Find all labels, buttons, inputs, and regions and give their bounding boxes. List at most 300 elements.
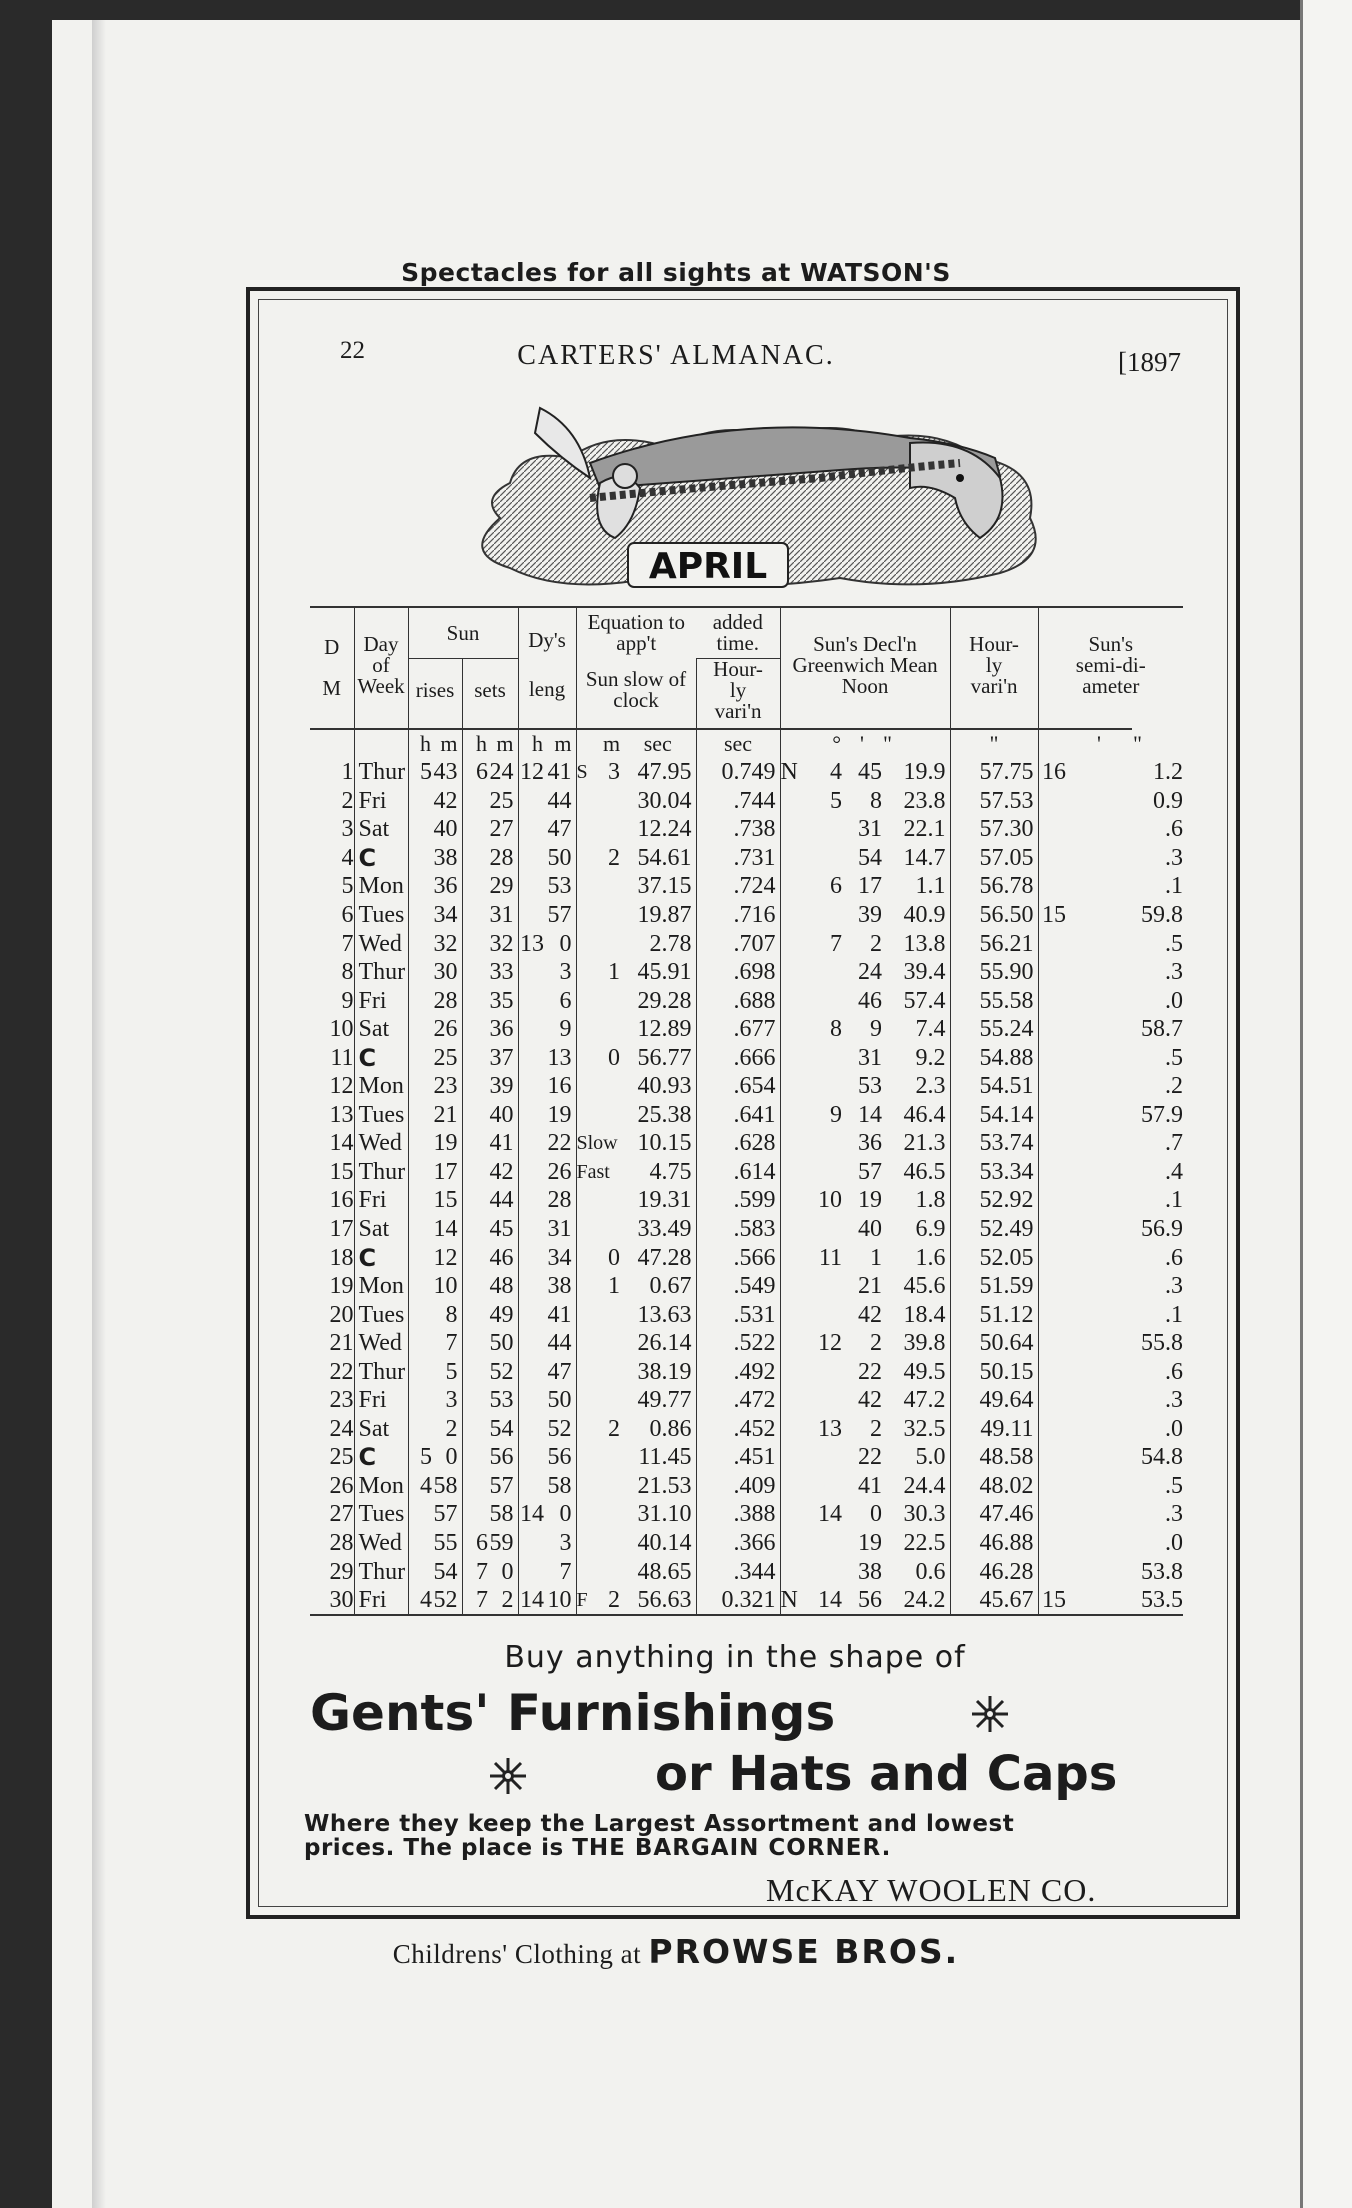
length-hour	[518, 986, 544, 1015]
set-hour	[462, 1101, 488, 1130]
length-hour	[518, 815, 544, 844]
semi-diameter-minutes: 15	[1038, 1586, 1066, 1616]
table-row	[310, 1215, 1183, 1244]
declination-minutes: 54	[858, 844, 883, 871]
rise-minute: 28	[433, 987, 458, 1014]
day-number: 14	[329, 1130, 354, 1157]
declination-hourly-variation: 51.12	[950, 1300, 1038, 1329]
declination-seconds: 1.1	[915, 873, 946, 900]
hourly-variation: .698	[696, 958, 780, 987]
header-d: D	[324, 635, 340, 659]
rise-hour	[408, 1500, 432, 1529]
rise-minute: 40	[433, 816, 458, 843]
set-hour	[462, 1472, 488, 1501]
length-hour	[518, 1357, 544, 1386]
set-minute: 56	[489, 1444, 514, 1471]
header-sets: sets	[474, 678, 506, 702]
equation-seconds: 48.65	[637, 1558, 692, 1585]
semi-diameter-minutes: 15	[1038, 901, 1066, 930]
declination-hourly-variation: 53.34	[950, 1158, 1038, 1187]
table-row	[310, 758, 1183, 787]
page-right-strip	[1300, 0, 1352, 2208]
semi-diameter-seconds: .1	[1165, 1301, 1183, 1328]
length-minute: 6	[559, 987, 572, 1014]
equation-minutes: 3	[608, 759, 620, 786]
rise-hour	[408, 1415, 432, 1444]
units-row	[310, 722, 1183, 729]
declination-degrees: 10	[818, 1187, 843, 1214]
hourly-variation: .738	[696, 815, 780, 844]
declination-minutes: 17	[858, 873, 883, 900]
unit-degree: °	[832, 731, 842, 756]
declination-sign	[780, 815, 794, 844]
weekday: Sat	[354, 1415, 408, 1444]
table-row	[310, 872, 1183, 901]
declination-sign	[780, 958, 794, 987]
semi-diameter-seconds: 53.8	[1141, 1558, 1183, 1585]
declination-minutes: 53	[858, 1073, 883, 1100]
length-minute: 50	[547, 844, 572, 871]
length-hour	[518, 1529, 544, 1558]
slow-fast-flag	[576, 1529, 602, 1558]
day-number: 22	[329, 1358, 354, 1385]
weekday: Thur	[354, 1357, 408, 1386]
length-hour	[518, 1443, 544, 1472]
equation-minutes: 1	[608, 1273, 620, 1300]
set-minute: 36	[489, 1016, 514, 1043]
length-minute: 56	[547, 1444, 572, 1471]
declination-degrees: 9	[830, 1101, 843, 1128]
semi-diameter-seconds: .3	[1165, 1387, 1183, 1414]
rise-hour	[408, 986, 432, 1015]
weekday: Mon	[354, 872, 408, 901]
semi-diameter-seconds: .6	[1165, 1358, 1183, 1385]
length-hour	[518, 1472, 544, 1501]
set-minute: 48	[489, 1273, 514, 1300]
equation-minutes	[602, 787, 620, 816]
set-hour	[462, 986, 488, 1015]
declination-hourly-variation: 45.67	[950, 1586, 1038, 1616]
length-minute: 41	[547, 759, 572, 786]
length-hour	[518, 1243, 544, 1272]
unit-second: "	[883, 731, 893, 756]
semi-diameter-seconds: .3	[1165, 959, 1183, 986]
declination-seconds: 24.4	[903, 1472, 946, 1499]
declination-minutes: 22	[858, 1358, 883, 1385]
declination-minutes: 2	[870, 930, 883, 957]
declination-sign	[780, 1386, 794, 1415]
set-minute: 24	[489, 759, 514, 786]
set-hour	[462, 1129, 488, 1158]
equation-seconds: 38.19	[637, 1358, 692, 1385]
hourly-variation: .451	[696, 1443, 780, 1472]
length-hour	[518, 1386, 544, 1415]
set-minute: 35	[489, 987, 514, 1014]
top-advert: Spectacles for all sights at WATSON'S	[401, 258, 951, 287]
equation-minutes: 0	[608, 1244, 620, 1271]
table-row	[310, 1357, 1183, 1386]
hourly-variation: .707	[696, 929, 780, 958]
set-hour: 7	[462, 1586, 488, 1616]
april-banner-illustration	[440, 388, 1060, 593]
set-minute: 29	[489, 873, 514, 900]
equation-seconds: 26.14	[637, 1330, 692, 1357]
semi-diameter-minutes	[1038, 1329, 1066, 1358]
equation-seconds: 25.38	[637, 1101, 692, 1128]
length-minute: 47	[547, 816, 572, 843]
declination-minutes: 56	[858, 1587, 883, 1614]
declination-degrees	[794, 1386, 842, 1415]
rise-minute: 23	[433, 1073, 458, 1100]
equation-seconds: 29.28	[637, 987, 692, 1014]
declination-sign	[780, 1500, 794, 1529]
declination-minutes: 14	[858, 1101, 883, 1128]
semi-diameter-seconds: 1.2	[1153, 759, 1183, 786]
semi-diameter-minutes	[1038, 1386, 1066, 1415]
slow-fast-flag	[576, 1043, 602, 1072]
rise-hour	[408, 1357, 432, 1386]
rise-hour	[408, 1043, 432, 1072]
equation-minutes	[602, 986, 620, 1015]
set-hour	[462, 1043, 488, 1072]
hourly-variation: .452	[696, 1415, 780, 1444]
semi-diameter-seconds: .3	[1165, 1501, 1183, 1528]
declination-hourly-variation: 48.02	[950, 1472, 1038, 1501]
weekday: C	[354, 1243, 408, 1272]
declination-minutes: 46	[858, 987, 883, 1014]
table-row	[310, 1243, 1183, 1272]
declination-minutes: 19	[858, 1187, 883, 1214]
declination-hourly-variation: 51.59	[950, 1272, 1038, 1301]
declination-minutes: 0	[870, 1501, 883, 1528]
set-hour	[462, 1386, 488, 1415]
set-hour	[462, 1272, 488, 1301]
length-minute: 34	[547, 1244, 572, 1271]
hourly-variation: .583	[696, 1215, 780, 1244]
declination-sign	[780, 1129, 794, 1158]
day-number: 19	[329, 1273, 354, 1300]
declination-degrees	[794, 901, 842, 930]
declination-seconds: 2.3	[915, 1073, 946, 1100]
length-minute: 53	[547, 873, 572, 900]
declination-seconds: 39.8	[903, 1330, 946, 1357]
day-number: 12	[329, 1073, 354, 1100]
length-minute: 41	[547, 1301, 572, 1328]
hourly-variation: .677	[696, 1015, 780, 1044]
weekday: Mon	[354, 1272, 408, 1301]
length-hour	[518, 1329, 544, 1358]
table-row	[310, 1129, 1183, 1158]
weekday: C	[354, 1443, 408, 1472]
header-hourly-variation: Hour-ly vari'n	[969, 631, 1019, 698]
hourly-variation: .531	[696, 1300, 780, 1329]
set-minute: 44	[489, 1187, 514, 1214]
hourly-variation: .744	[696, 787, 780, 816]
unit-h: h	[408, 729, 432, 758]
length-minute: 57	[547, 902, 572, 928]
equation-minutes: 2	[608, 1415, 620, 1442]
weekday: Fri	[354, 1186, 408, 1215]
weekday: Tues	[354, 1101, 408, 1130]
rise-hour	[408, 787, 432, 816]
semi-diameter-minutes	[1038, 1557, 1066, 1586]
equation-seconds: 4.75	[649, 1158, 692, 1185]
declination-hourly-variation: 56.50	[950, 901, 1038, 930]
set-minute: 27	[489, 816, 514, 843]
rise-minute: 0	[445, 1444, 458, 1471]
rise-minute: 36	[433, 873, 458, 900]
declination-sign	[780, 1072, 794, 1101]
almanac-table	[310, 606, 1183, 1616]
semi-diameter-seconds: .6	[1165, 1244, 1183, 1271]
hourly-variation: .366	[696, 1529, 780, 1558]
semi-diameter-minutes	[1038, 1129, 1066, 1158]
rise-minute: 54	[433, 1558, 458, 1585]
day-number: 27	[329, 1501, 354, 1528]
declination-degrees	[794, 1272, 842, 1301]
length-hour	[518, 1300, 544, 1329]
semi-diameter-seconds: .5	[1165, 1044, 1183, 1071]
declination-minutes: 38	[858, 1558, 883, 1585]
rise-hour	[408, 929, 432, 958]
slow-fast-flag	[576, 1215, 602, 1244]
rise-minute: 12	[433, 1244, 458, 1271]
set-hour	[462, 1329, 488, 1358]
unit-second: "	[950, 729, 1038, 758]
declination-seconds: 46.5	[903, 1158, 946, 1185]
equation-seconds: 21.53	[637, 1472, 692, 1499]
declination-hourly-variation: 57.53	[950, 787, 1038, 816]
weekday: C	[354, 1043, 408, 1072]
slow-fast-flag	[576, 1072, 602, 1101]
length-hour	[518, 787, 544, 816]
length-minute: 16	[547, 1073, 572, 1100]
semi-diameter-seconds: 53.5	[1141, 1587, 1183, 1614]
set-minute: 53	[489, 1387, 514, 1414]
declination-seconds: 19.9	[903, 759, 946, 786]
weekday: Thur	[354, 758, 408, 787]
table-row	[310, 1329, 1183, 1358]
semi-diameter-seconds: 55.8	[1141, 1330, 1183, 1357]
rise-hour	[408, 1272, 432, 1301]
hourly-variation: 0.749	[696, 758, 780, 787]
semi-diameter-seconds: .1	[1165, 873, 1183, 900]
equation-seconds: 56.63	[637, 1587, 692, 1614]
semi-diameter-seconds: .0	[1165, 1530, 1183, 1557]
rise-hour	[408, 1072, 432, 1101]
day-number: 20	[329, 1301, 354, 1328]
set-minute: 37	[489, 1044, 514, 1071]
declination-degrees: 4	[830, 759, 843, 786]
equation-minutes	[602, 1300, 620, 1329]
set-hour	[462, 958, 488, 987]
length-minute: 0	[559, 1501, 572, 1528]
equation-seconds: 47.95	[637, 759, 692, 786]
weekday: Wed	[354, 1529, 408, 1558]
rise-minute: 34	[433, 902, 458, 928]
semi-diameter-minutes	[1038, 958, 1066, 987]
declination-degrees	[794, 1357, 842, 1386]
equation-seconds: 30.04	[637, 787, 692, 814]
hourly-variation: .492	[696, 1357, 780, 1386]
unit-sec: sec	[643, 731, 672, 756]
unit-m: m	[554, 731, 572, 756]
rise-minute: 30	[433, 959, 458, 986]
length-hour	[518, 1415, 544, 1444]
hourly-variation: .472	[696, 1386, 780, 1415]
declination-degrees: 11	[818, 1244, 843, 1271]
slow-fast-flag: Slow	[576, 1129, 602, 1158]
semi-diameter-minutes	[1038, 1158, 1066, 1187]
semi-diameter-minutes	[1038, 1500, 1066, 1529]
semi-diameter-minutes	[1038, 1043, 1066, 1072]
table-row	[310, 1186, 1183, 1215]
rise-minute: 55	[433, 1530, 458, 1557]
rise-hour	[408, 872, 432, 901]
hourly-variation: .409	[696, 1472, 780, 1501]
table-row	[310, 1158, 1183, 1187]
equation-minutes	[602, 1215, 620, 1244]
length-minute: 47	[547, 1358, 572, 1385]
day-number: 15	[329, 1158, 354, 1185]
hourly-variation: 0.321	[696, 1586, 780, 1616]
semi-diameter-minutes	[1038, 1472, 1066, 1501]
declination-hourly-variation: 52.92	[950, 1186, 1038, 1215]
set-minute: 2	[501, 1587, 514, 1614]
equation-minutes	[602, 929, 620, 958]
set-minute: 41	[489, 1130, 514, 1157]
header-leng: leng	[528, 677, 566, 701]
table-body	[310, 758, 1183, 1615]
length-minute: 10	[547, 1587, 572, 1614]
ad-body	[304, 1812, 1164, 1860]
rise-minute: 10	[433, 1273, 458, 1300]
slow-fast-flag	[576, 1243, 602, 1272]
equation-seconds: 56.77	[637, 1044, 692, 1071]
set-minute: 31	[489, 902, 514, 928]
declination-seconds: 23.8	[903, 787, 946, 814]
set-minute: 39	[489, 1073, 514, 1100]
equation-seconds: 31.10	[637, 1501, 692, 1528]
equation-minutes: 0	[608, 1044, 620, 1071]
length-hour	[518, 1015, 544, 1044]
ad-intro: Buy anything in the shape of	[504, 1640, 966, 1675]
ad-body-prefix: prices. The place is	[304, 1835, 573, 1861]
hourly-variation: .344	[696, 1557, 780, 1586]
rise-minute: 38	[433, 844, 458, 871]
rise-hour	[408, 1129, 432, 1158]
table-row	[310, 1101, 1183, 1130]
length-hour	[518, 872, 544, 901]
length-hour	[518, 1215, 544, 1244]
slow-fast-flag	[576, 1329, 602, 1358]
rise-minute: 5	[445, 1358, 458, 1385]
header-m: M	[322, 676, 342, 700]
header-dys: Dy's	[528, 628, 566, 652]
unit-h: h	[462, 729, 488, 758]
declination-sign	[780, 1043, 794, 1072]
equation-minutes	[602, 1443, 620, 1472]
set-hour	[462, 1186, 488, 1215]
semi-diameter-seconds: .4	[1165, 1158, 1183, 1185]
units-row	[310, 729, 1183, 758]
slow-fast-flag	[576, 1357, 602, 1386]
semi-diameter-minutes	[1038, 1243, 1066, 1272]
unit-second: "	[1133, 730, 1143, 756]
star-ornament-icon	[970, 1694, 1010, 1734]
equation-minutes: 2	[608, 844, 620, 871]
declination-sign	[780, 929, 794, 958]
set-minute: 40	[489, 1101, 514, 1128]
equation-seconds: 13.63	[637, 1301, 692, 1328]
length-hour	[518, 901, 544, 930]
hourly-variation: .716	[696, 901, 780, 930]
semi-diameter-minutes	[1038, 929, 1066, 958]
rise-hour: 5	[408, 758, 432, 787]
set-minute: 49	[489, 1301, 514, 1328]
semi-diameter-minutes	[1038, 872, 1066, 901]
length-minute: 50	[547, 1387, 572, 1414]
declination-degrees	[794, 815, 842, 844]
rise-minute: 3	[445, 1387, 458, 1414]
length-hour	[518, 1129, 544, 1158]
declination-hourly-variation: 46.88	[950, 1529, 1038, 1558]
equation-seconds: 40.14	[637, 1530, 692, 1557]
table-row	[310, 1472, 1183, 1501]
equation-seconds: 2.78	[649, 930, 692, 957]
set-minute: 28	[489, 844, 514, 871]
ad-headline-2: or Hats and Caps	[655, 1746, 1118, 1802]
rise-hour	[408, 1101, 432, 1130]
semi-diameter-minutes	[1038, 1415, 1066, 1444]
semi-diameter-minutes	[1038, 1186, 1066, 1215]
day-number: 4	[341, 844, 354, 871]
equation-minutes	[602, 1557, 620, 1586]
equation-seconds: 49.77	[637, 1387, 692, 1414]
equation-seconds: 12.24	[637, 816, 692, 843]
length-minute: 13	[547, 1044, 572, 1071]
semi-diameter-seconds: 56.9	[1141, 1216, 1183, 1243]
set-hour	[462, 1500, 488, 1529]
rise-hour	[408, 815, 432, 844]
declination-minutes: 40	[858, 1216, 883, 1243]
declination-minutes: 22	[858, 1444, 883, 1471]
rise-hour	[408, 1015, 432, 1044]
table-row	[310, 1272, 1183, 1301]
length-minute: 44	[547, 1330, 572, 1357]
declination-seconds: 45.6	[903, 1273, 946, 1300]
rise-hour	[408, 844, 432, 873]
declination-degrees	[794, 1472, 842, 1501]
set-hour	[462, 1300, 488, 1329]
declination-sign	[780, 1529, 794, 1558]
declination-hourly-variation: 50.64	[950, 1329, 1038, 1358]
equation-minutes	[602, 1186, 620, 1215]
semi-diameter-seconds: .6	[1165, 816, 1183, 843]
unit-sec: sec	[696, 729, 780, 758]
semi-diameter-seconds: .3	[1165, 844, 1183, 871]
rise-hour	[408, 1215, 432, 1244]
declination-seconds: 14.7	[903, 844, 946, 871]
bottom-advert-store: PROWSE BROS.	[648, 1932, 960, 1971]
declination-hourly-variation: 47.46	[950, 1500, 1038, 1529]
equation-seconds: 0.67	[649, 1273, 692, 1300]
declination-minutes: 45	[858, 759, 883, 786]
day-number: 25	[329, 1444, 354, 1471]
equation-minutes	[602, 1072, 620, 1101]
length-hour: 13	[520, 930, 544, 957]
declination-degrees: 13	[818, 1415, 843, 1442]
